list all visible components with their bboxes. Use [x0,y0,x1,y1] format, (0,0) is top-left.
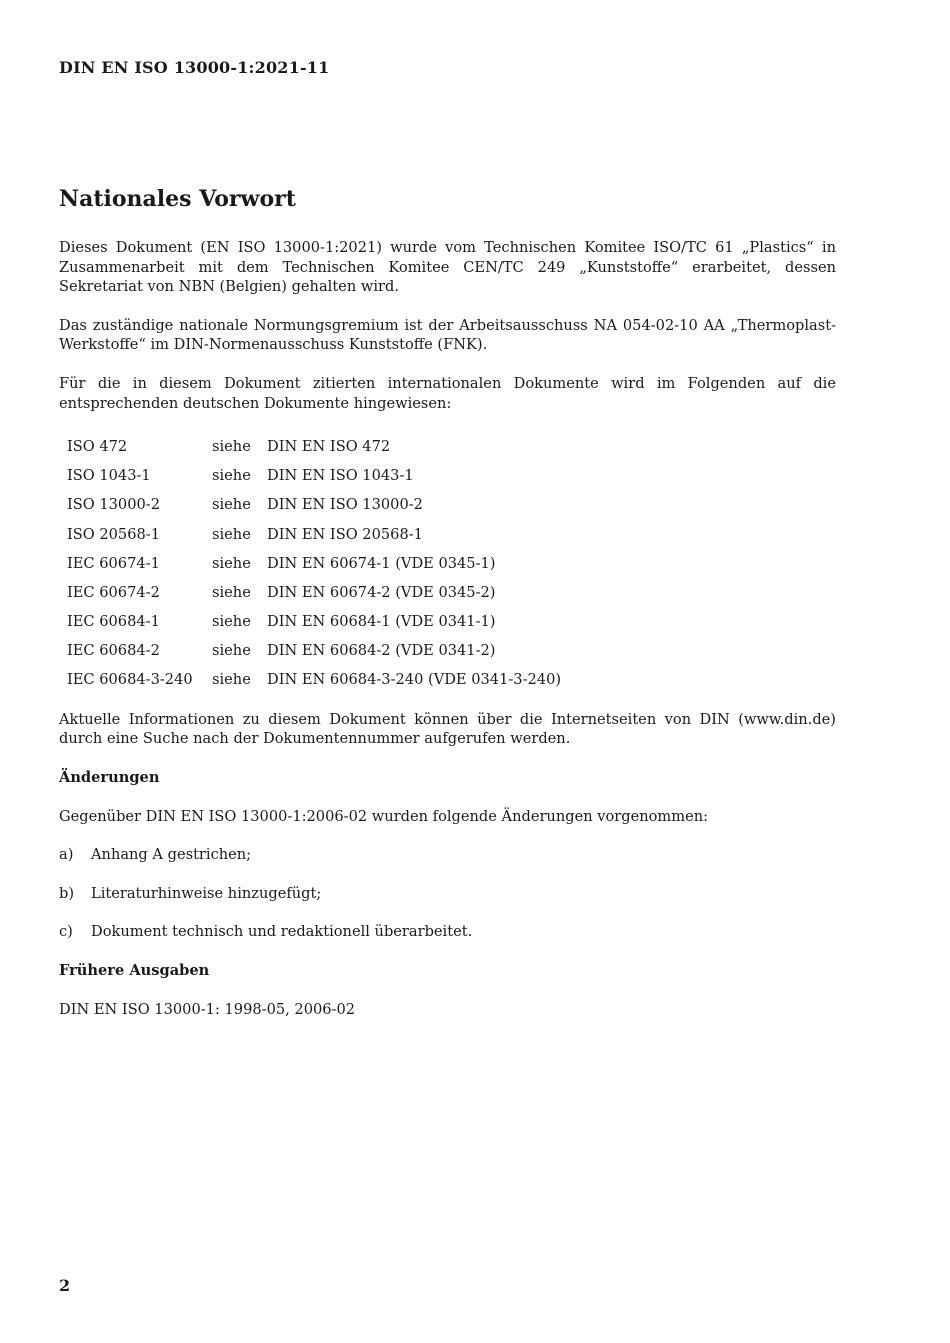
previous-editions-heading: Frühere Ausgaben [59,962,210,979]
section-title: Nationales Vorwort [59,186,296,212]
german-document: DIN EN ISO 472 [267,437,391,455]
list-item-text: Literaturhinweise hinzugefügt; [91,884,322,902]
see-label: siehe [212,583,251,601]
table-row [59,666,561,695]
page-number: 2 [59,1276,71,1295]
table-row [59,607,561,636]
german-document: DIN EN 60684-2 (VDE 0341-2) [267,642,496,660]
table-row [59,432,561,461]
german-document: DIN EN 60674-2 (VDE 0345-2) [267,583,496,601]
table-row [59,520,561,549]
german-document: DIN EN 60684-3-240 (VDE 0341-3-240) [267,671,562,689]
german-document: DIN EN ISO 1043-1 [267,467,414,485]
list-item [59,845,836,865]
document-id-header: DIN EN ISO 13000-1:2021-11 [59,58,330,77]
intro-paragraph-2: Das zuständige nationale Normungsgremium ist der Arbeitsausschuss NA 054-02-10 AA „Thermoplast-Werkstoffe“ im DIN-Normenausschuss Kunststoffe (FNK). [59,316,836,354]
table-row [59,491,561,520]
table-row [59,549,561,578]
list-item-text: Dokument technisch und redaktionell überarbeitet. [91,923,473,941]
document-page [59,0,836,1343]
see-label: siehe [212,642,251,660]
intl-document: IEC 60674-1 [67,554,160,572]
intl-document: ISO 13000-2 [67,496,161,514]
intl-document: ISO 472 [67,437,128,455]
german-document: DIN EN ISO 20568-1 [267,525,423,543]
table-row [59,636,561,665]
intl-document: IEC 60674-2 [67,583,160,601]
changes-heading: Änderungen [59,769,160,787]
info-paragraph: Aktuelle Informationen zu diesem Dokument können über die Internetseiten von DIN (www.din.de) durch eine Suche nach der Dokumentennummer aufgerufen werden. [59,710,836,748]
see-label: siehe [212,437,251,455]
see-label: siehe [212,554,251,572]
list-item-label: a) [59,846,74,864]
intl-document: ISO 20568-1 [67,525,161,543]
see-label: siehe [212,467,251,485]
german-document: DIN EN ISO 13000-2 [267,496,423,514]
see-label: siehe [212,613,251,631]
intro-paragraph-1: Dieses Dokument (EN ISO 13000-1:2021) wurde vom Technischen Komitee ISO/TC 61 „Plastics“ in Zusammenarbeit mit dem Technischen Komitee CEN/TC 249 „Kunststoffe“ erarbeitet, dessen Sekretariat von NBN (Belgien) gehalten wird. [59,239,836,296]
german-document: DIN EN 60674-1 (VDE 0345-1) [267,554,496,572]
reference-table [59,432,561,695]
intl-document: IEC 60684-3-240 [67,671,193,689]
german-document: DIN EN 60684-1 (VDE 0341-1) [267,613,496,631]
see-label: siehe [212,496,251,514]
table-row [59,461,561,490]
list-item-label: b) [59,884,75,902]
list-item [59,884,836,904]
see-label: siehe [212,671,251,689]
intl-document: ISO 1043-1 [67,467,151,485]
list-item [59,922,836,942]
intro-paragraph-3: Für die in diesem Dokument zitierten internationalen Dokumente wird im Folgenden auf die entsprechenden deutschen Dokumente hingewiesen: [59,374,836,412]
list-item-label: c) [59,923,73,941]
see-label: siehe [212,525,251,543]
changes-intro: Gegenüber DIN EN ISO 13000-1:2006-02 wurden folgende Änderungen vorgenommen: [59,807,709,825]
intl-document: IEC 60684-2 [67,642,160,660]
intl-document: IEC 60684-1 [67,613,160,631]
table-row [59,578,561,607]
list-item-text: Anhang A gestrichen; [91,846,252,864]
document-body [59,238,836,1038]
previous-editions-text: DIN EN ISO 13000-1: 1998-05, 2006-02 [59,1000,356,1018]
